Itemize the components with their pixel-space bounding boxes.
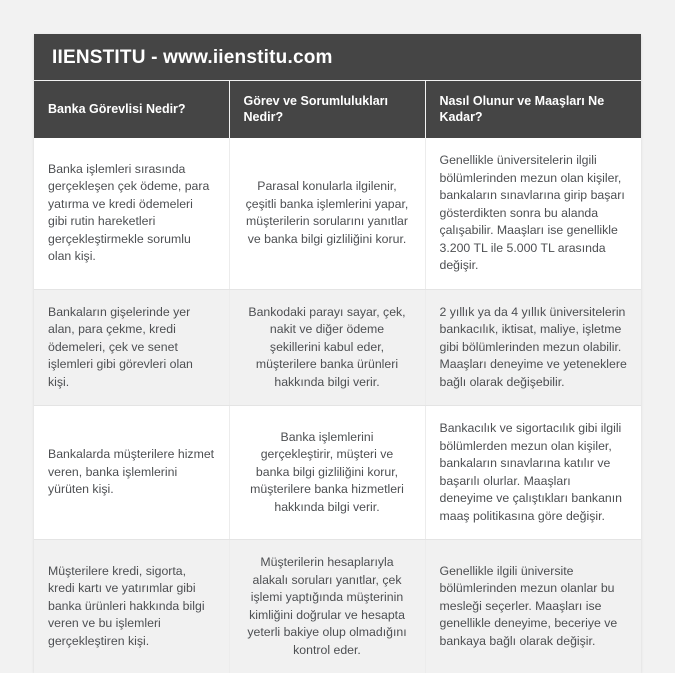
cell-duties: Müşterilerin hesaplarıyla alakalı soruları yanıtlar, çek işlemi yaptığında müşterinin kimliğini doğrular ve hesapta yeterli bakiye olup olmadığını kontrol eder. [229, 540, 425, 673]
info-table-container [34, 34, 641, 673]
cell-definition: Bankalarda müşterilere hizmet veren, banka işlemlerini yürüten kişi. [34, 406, 229, 540]
table-row [34, 138, 641, 289]
table-header [34, 81, 641, 138]
cell-requirements-salary: Bankacılık ve sigortacılık gibi ilgili bölümlerden mezun olan kişiler, bankaların sınavlarına katılır ve başarılı olurlar. Maaşları deneyime ve çalıştıkları bankanın maaş politikasına göre değişir. [425, 406, 641, 540]
cell-requirements-salary: 2 yıllık ya da 4 yıllık üniversitelerin bankacılık, iktisat, maliye, işletme gibi bölümlerinden mezun olabilir. Maaşları deneyime ve yeteneklere bağlı olarak değişebilir. [425, 289, 641, 406]
table-row [34, 289, 641, 406]
cell-duties: Bankodaki parayı sayar, çek, nakit ve diğer ödeme şekillerini kabul eder, müşterilere banka ürünleri hakkında bilgi verir. [229, 289, 425, 406]
cell-definition: Banka işlemleri sırasında gerçekleşen çek ödeme, para yatırma ve kredi ödemeleri gibi rutin hareketleri gerçekleştirmekle sorumlu olan kişi. [34, 138, 229, 289]
column-header-banka-gorevlisi-nedir: Banka Görevlisi Nedir? [34, 81, 229, 138]
cell-requirements-salary: Genellikle üniversitelerin ilgili bölümlerinden mezun olan kişiler, bankaların sınavlarına girip başarı gösterdikten sonra bu alanda çalışabilir. Maaşları ise genellikle 3.200 TL ile 5.000 TL arasında değişir. [425, 138, 641, 289]
banka-gorevlisi-table [34, 81, 641, 673]
cell-duties: Parasal konularla ilgilenir, çeşitli banka işlemlerini yapar, müşterilerin sorularını yanıtlar ve banka bilgi gizliliğini korur. [229, 138, 425, 289]
cell-requirements-salary: Genellikle ilgili üniversite bölümlerinden mezun olanlar bu mesleği seçerler. Maaşları ise genellikle deneyime, beceriye ve bankaya bağlı olarak değişir. [425, 540, 641, 673]
table-row [34, 540, 641, 673]
column-header-nasil-olunur-maaslari: Nasıl Olunur ve Maaşları Ne Kadar? [425, 81, 641, 138]
table-body [34, 138, 641, 673]
cell-duties: Banka işlemlerini gerçekleştirir, müşteri ve banka bilgi gizliliğini korur, müşterilere banka hizmetleri hakkında bilgi verir. [229, 406, 425, 540]
table-header-row [34, 81, 641, 138]
page-title: IIENSTITU - www.iienstitu.com [34, 34, 641, 81]
table-row [34, 406, 641, 540]
cell-definition: Müşterilere kredi, sigorta, kredi kartı ve yatırımlar gibi banka ürünleri hakkında bilgi veren ve bu işlemleri gerçekleştiren kişi. [34, 540, 229, 673]
column-header-gorev-ve-sorumluluklari: Görev ve Sorumlulukları Nedir? [229, 81, 425, 138]
cell-definition: Bankaların gişelerinde yer alan, para çekme, kredi ödemeleri, çek ve senet işlemleri gibi görevleri olan kişi. [34, 289, 229, 406]
